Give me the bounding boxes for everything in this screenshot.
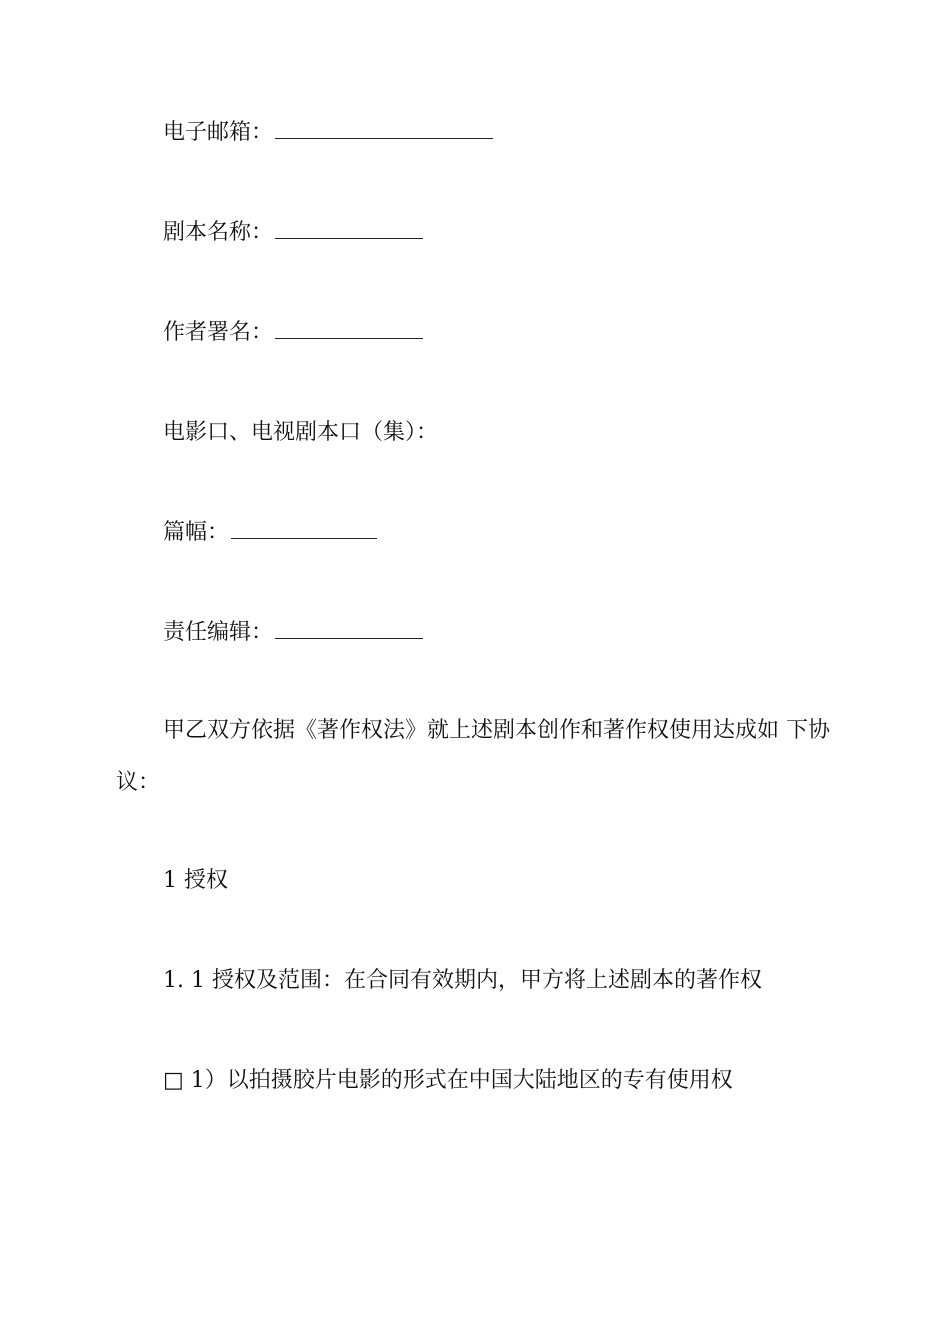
length-row [163,518,377,548]
email-label: 电子邮箱： [163,120,274,145]
script-name-label: 剧本名称： [163,220,274,245]
option-1-checkbox-item[interactable]: □ 1）以拍摄胶片电影的形式在中国大陆地区的专有使用权 [163,1068,733,1093]
editor-row [163,618,423,648]
script-name-row [163,218,423,248]
email-field[interactable] [275,120,493,139]
type-label: 电影口、电视剧本口（集）： [163,420,439,445]
email-row [163,118,493,148]
script-name-field[interactable] [275,220,423,239]
author-field[interactable] [275,320,423,339]
type-row [163,418,438,448]
section-1-1-text: 1. 1 授权及范围：在合同有效期内，甲方将上述剧本的著作权 [163,968,762,993]
length-field[interactable] [231,520,377,539]
agreement-paragraph-line-2: 议： [116,770,161,795]
author-row [163,318,423,348]
editor-label: 责任编辑： [163,620,274,645]
editor-field[interactable] [275,620,423,639]
length-label: 篇幅： [163,520,230,545]
author-label: 作者署名： [163,320,274,345]
agreement-paragraph-line-1: 甲乙双方依据《著作权法》就上述剧本创作和著作权使用达成如 下协 [163,718,830,743]
section-1-title: 1 授权 [163,868,228,893]
